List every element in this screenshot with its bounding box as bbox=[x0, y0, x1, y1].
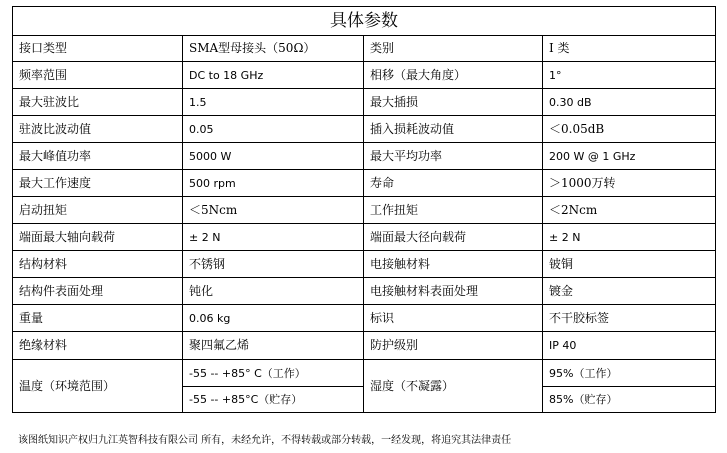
row-label: 插入损耗波动值 bbox=[364, 116, 543, 143]
row-value: 铍铜 bbox=[543, 251, 716, 278]
table-title: 具体参数 bbox=[13, 7, 716, 36]
row-label: 相移（最大角度） bbox=[364, 62, 543, 89]
table-row bbox=[13, 116, 716, 143]
row-label: 最大峰值功率 bbox=[13, 143, 183, 170]
row-label: 类别 bbox=[364, 36, 543, 62]
temperature-storage: -55 -- +85°C（贮存） bbox=[183, 387, 364, 413]
row-value: ± 2 N bbox=[543, 224, 716, 251]
row-label: 结构件表面处理 bbox=[13, 278, 183, 305]
copyright-footer: 该图纸知识产权归九江英智科技有限公司 所有，未经允许，不得转载或部分转载，一经发现，将追究其法律责任 bbox=[18, 435, 512, 446]
temperature-label: 温度（环境范围） bbox=[13, 360, 183, 413]
row-label: 接口类型 bbox=[13, 36, 183, 62]
row-value: SMA型母接头（50Ω） bbox=[183, 36, 364, 62]
table-row bbox=[13, 332, 716, 360]
row-value: 200 W @ 1 GHz bbox=[543, 143, 716, 170]
table-row bbox=[13, 278, 716, 305]
temperature-work: -55 -- +85° C（工作） bbox=[183, 360, 364, 387]
table-row bbox=[13, 224, 716, 251]
humidity-work: 95%（工作） bbox=[543, 360, 716, 387]
row-value: 镀金 bbox=[543, 278, 716, 305]
row-value: 0.05 bbox=[183, 116, 364, 143]
humidity-storage: 85%（贮存） bbox=[543, 387, 716, 413]
row-label: 最大插损 bbox=[364, 89, 543, 116]
table-row bbox=[13, 360, 716, 387]
row-label: 标识 bbox=[364, 305, 543, 332]
row-label: 电接触材料 bbox=[364, 251, 543, 278]
row-value: IP 40 bbox=[543, 332, 716, 360]
title-row bbox=[13, 7, 716, 36]
table-row bbox=[13, 197, 716, 224]
row-label: 最大工作速度 bbox=[13, 170, 183, 197]
row-label: 寿命 bbox=[364, 170, 543, 197]
row-label: 电接触材料表面处理 bbox=[364, 278, 543, 305]
humidity-label: 湿度（不凝露） bbox=[364, 360, 543, 413]
row-label: 工作扭矩 bbox=[364, 197, 543, 224]
row-value: 聚四氟乙烯 bbox=[183, 332, 364, 360]
table-row bbox=[13, 251, 716, 278]
row-value: 1.5 bbox=[183, 89, 364, 116]
row-value: 0.06 kg bbox=[183, 305, 364, 332]
row-value: 1° bbox=[543, 62, 716, 89]
row-label: 最大平均功率 bbox=[364, 143, 543, 170]
row-label: 防护级别 bbox=[364, 332, 543, 360]
table-row bbox=[13, 62, 716, 89]
row-value: ＜0.05dB bbox=[543, 116, 716, 143]
row-label: 端面最大轴向载荷 bbox=[13, 224, 183, 251]
row-value: 5000 W bbox=[183, 143, 364, 170]
row-label: 驻波比波动值 bbox=[13, 116, 183, 143]
row-value: 500 rpm bbox=[183, 170, 364, 197]
table-row bbox=[13, 143, 716, 170]
row-label: 端面最大径向载荷 bbox=[364, 224, 543, 251]
row-value: 钝化 bbox=[183, 278, 364, 305]
row-label: 启动扭矩 bbox=[13, 197, 183, 224]
row-label: 重量 bbox=[13, 305, 183, 332]
row-value: 0.30 dB bbox=[543, 89, 716, 116]
row-value: DC to 18 GHz bbox=[183, 62, 364, 89]
table-row bbox=[13, 170, 716, 197]
row-value: 不干胶标签 bbox=[543, 305, 716, 332]
row-label: 结构材料 bbox=[13, 251, 183, 278]
table-row bbox=[13, 305, 716, 332]
row-value: ＜5Ncm bbox=[183, 197, 364, 224]
row-label: 频率范围 bbox=[13, 62, 183, 89]
row-value: ＜2Ncm bbox=[543, 197, 716, 224]
table-row bbox=[13, 36, 716, 62]
row-value: ± 2 N bbox=[183, 224, 364, 251]
table-row bbox=[13, 89, 716, 116]
row-label: 绝缘材料 bbox=[13, 332, 183, 360]
spec-table bbox=[12, 6, 716, 413]
row-label: 最大驻波比 bbox=[13, 89, 183, 116]
row-value: 不锈钢 bbox=[183, 251, 364, 278]
row-value: I 类 bbox=[543, 36, 716, 62]
row-value: ＞1000万转 bbox=[543, 170, 716, 197]
